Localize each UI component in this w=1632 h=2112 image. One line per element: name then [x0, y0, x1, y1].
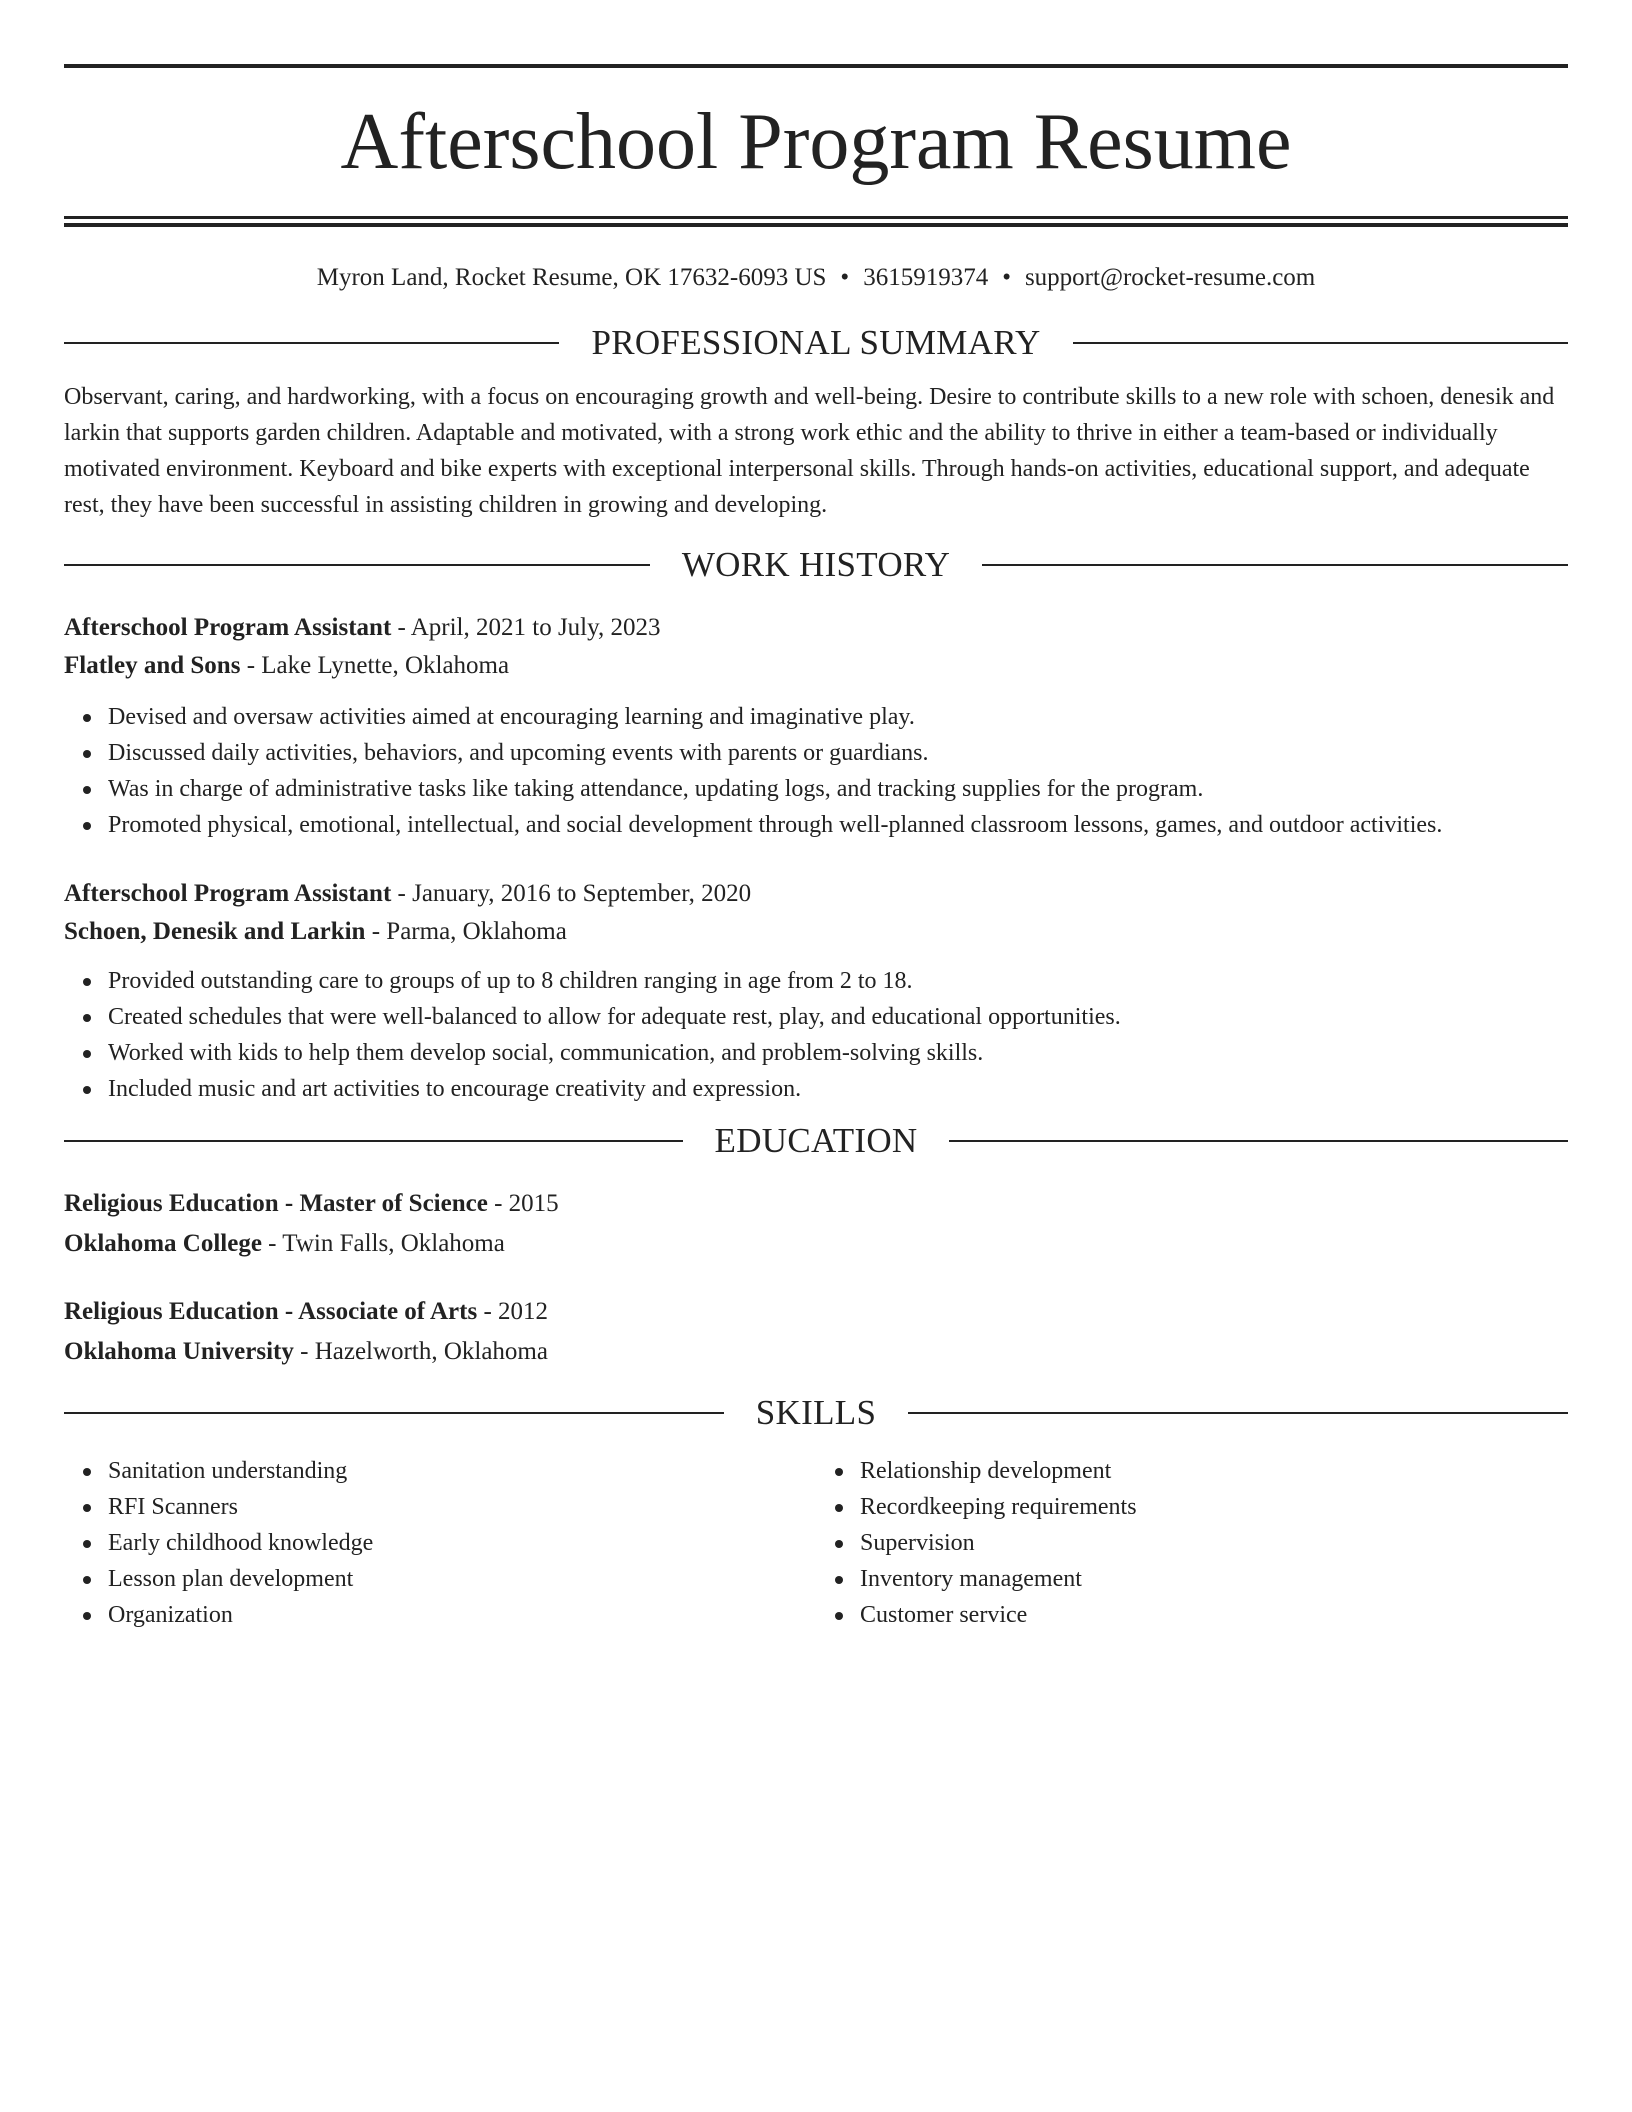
page-title: Afterschool Program Resume [340, 98, 1292, 186]
list-item: Organization [108, 1597, 816, 1633]
skills-heading [64, 1393, 1568, 1433]
list-item: Discussed daily activities, behaviors, and upcoming events with parents or guardians. [108, 735, 1568, 771]
education-location: - Hazelworth, Oklahoma [293, 1338, 548, 1365]
job-title: Afterschool Program Assistant [64, 614, 392, 641]
contact-separator: • [840, 264, 850, 291]
job-bullets [64, 699, 1568, 843]
job-location: - Parma, Oklahoma [365, 918, 567, 945]
list-item: Devised and oversaw activities aimed at encouraging learning and imaginative play. [108, 699, 1568, 735]
education-heading [64, 1121, 1568, 1161]
skills-left-column [64, 1453, 816, 1633]
job-title-line [64, 875, 1568, 913]
title-double-rule [64, 216, 1568, 227]
job-dates: - January, 2016 to September, 2020 [391, 880, 752, 907]
resume-page [64, 64, 1568, 1633]
list-item: Early childhood knowledge [108, 1525, 816, 1561]
education-degree-line [64, 1185, 1568, 1223]
education-heading-label: EDUCATION [714, 1121, 918, 1160]
job-title: Afterschool Program Assistant [64, 880, 392, 907]
job-company-line [64, 913, 1568, 951]
job-dates: - April, 2021 to July, 2023 [391, 614, 661, 641]
education-school: Oklahoma University [64, 1338, 294, 1365]
list-item: Sanitation understanding [108, 1453, 816, 1489]
summary-heading [64, 323, 1568, 363]
contact-phone: 3615919374 [863, 264, 989, 291]
contact-address: Myron Land, Rocket Resume, OK 17632-6093 US [316, 264, 827, 291]
skills-grid [64, 1453, 1568, 1633]
summary-text: Observant, caring, and hardworking, with a focus on encouraging growth and well-being. Desire to contribute skills to a new role with schoen, denesik and larkin that supports garden children. Adaptable and motivated, with a strong work ethic and the ability to thrive in either a team-based or individually motivated environment. Keyboard and bike experts with exceptional interpersonal skills. Through hands-on activities, educational support, and adequate rest, they have been successful in assisting children in growing and developing. [64, 384, 1555, 518]
list-item: Promoted physical, emotional, intellectual, and social development through well-planned classroom lessons, games, and outdoor activities. [108, 807, 1568, 843]
list-item: Included music and art activities to encourage creativity and expression. [108, 1071, 1568, 1107]
education-entry [64, 1185, 1568, 1263]
education-location: - Twin Falls, Oklahoma [261, 1230, 505, 1257]
job-bullets [64, 963, 1568, 1107]
job-title-line [64, 609, 1568, 647]
list-item: Created schedules that were well-balanced to allow for adequate rest, play, and educational opportunities. [108, 999, 1568, 1035]
list-item: Customer service [860, 1597, 1568, 1633]
job-location: - Lake Lynette, Oklahoma [240, 652, 510, 679]
education-school: Oklahoma College [64, 1230, 262, 1257]
list-item: Was in charge of administrative tasks like taking attendance, updating logs, and tracking supplies for the program. [108, 771, 1568, 807]
list-item: Supervision [860, 1525, 1568, 1561]
job-company: Flatley and Sons [64, 652, 241, 679]
contact-email: support@rocket-resume.com [1024, 264, 1316, 291]
job-entry [64, 609, 1568, 843]
job-entry [64, 875, 1568, 1107]
list-item: Inventory management [860, 1561, 1568, 1597]
skills-right-column [816, 1453, 1568, 1633]
job-company-line [64, 647, 1568, 685]
contact-line [64, 263, 1568, 293]
education-entry [64, 1293, 1568, 1371]
education-year: - 2012 [477, 1298, 549, 1325]
education-degree: Religious Education - Associate of Arts [64, 1298, 478, 1325]
education-degree-line [64, 1293, 1568, 1331]
list-item: Recordkeeping requirements [860, 1489, 1568, 1525]
education-year: - 2015 [487, 1190, 559, 1217]
top-rule [64, 64, 1568, 68]
education-school-line [64, 1225, 1568, 1263]
education-degree: Religious Education - Master of Science [64, 1190, 488, 1217]
work-history-heading [64, 545, 1568, 585]
education-school-line [64, 1333, 1568, 1371]
list-item: RFI Scanners [108, 1489, 816, 1525]
list-item: Lesson plan development [108, 1561, 816, 1597]
skills-heading-label: SKILLS [755, 1393, 877, 1432]
work-history-heading-label: WORK HISTORY [681, 545, 951, 584]
list-item: Worked with kids to help them develop social, communication, and problem-solving skills. [108, 1035, 1568, 1071]
contact-separator: • [1002, 264, 1011, 291]
job-company: Schoen, Denesik and Larkin [64, 918, 366, 945]
summary-heading-label: PROFESSIONAL SUMMARY [591, 323, 1041, 362]
list-item: Provided outstanding care to groups of up to 8 children ranging in age from 2 to 18. [108, 963, 1568, 999]
list-item: Relationship development [860, 1453, 1568, 1489]
